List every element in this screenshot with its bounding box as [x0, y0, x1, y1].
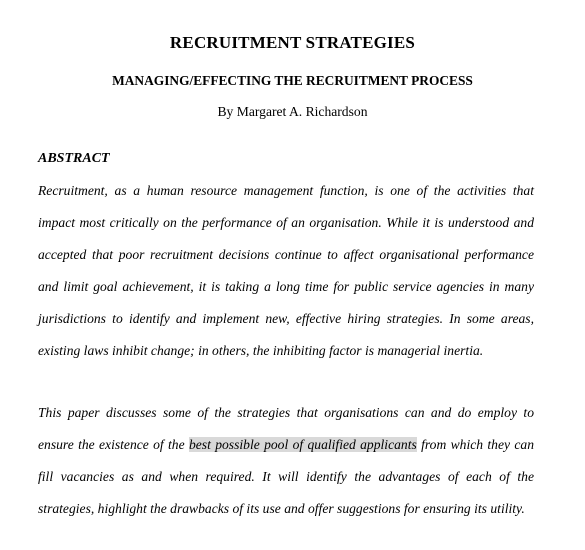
paragraph-1-line: Recruitment, as a human resource management function, is one of the activities that	[38, 183, 534, 198]
paragraph-1-line: impact most critically on the performance of an organisation. While it is understood and	[38, 215, 534, 230]
paragraph-1-line: accepted that poor recruitment decisions continue to affect organisational performance	[38, 247, 534, 262]
paragraph-1-line: existing laws inhibit change; in others, the inhibiting factor is managerial inertia.	[38, 343, 484, 358]
paragraph-2-line	[38, 435, 534, 455]
document-title: RECRUITMENT STRATEGIES	[169, 33, 416, 52]
text-segment: from which they can	[416, 437, 535, 452]
paragraph-2-line: This paper discusses some of the strategies that organisations can and do employ to	[38, 405, 534, 420]
text-segment: ensure the existence of the	[38, 437, 189, 452]
author-line: By Margaret A. Richardson	[217, 104, 368, 119]
paragraph-2-line: fill vacancies as and when required. It will identify the advantages of each of the	[38, 469, 534, 484]
highlighted-phrase[interactable]: best possible pool of qualified applicants	[188, 437, 417, 452]
paragraph-2-line: strategies, highlight the drawbacks of its use and offer suggestions for ensuring its utility.	[38, 501, 525, 516]
abstract-heading: ABSTRACT	[38, 151, 110, 166]
paragraph-1-line: and limit goal achievement, it is taking a long time for public service agencies in many	[38, 279, 534, 294]
paragraph-1-line: jurisdictions to identify and implement new, effective hiring strategies. In some areas,	[38, 311, 534, 326]
document-subtitle: MANAGING/EFFECTING THE RECRUITMENT PROCESS	[112, 73, 473, 88]
